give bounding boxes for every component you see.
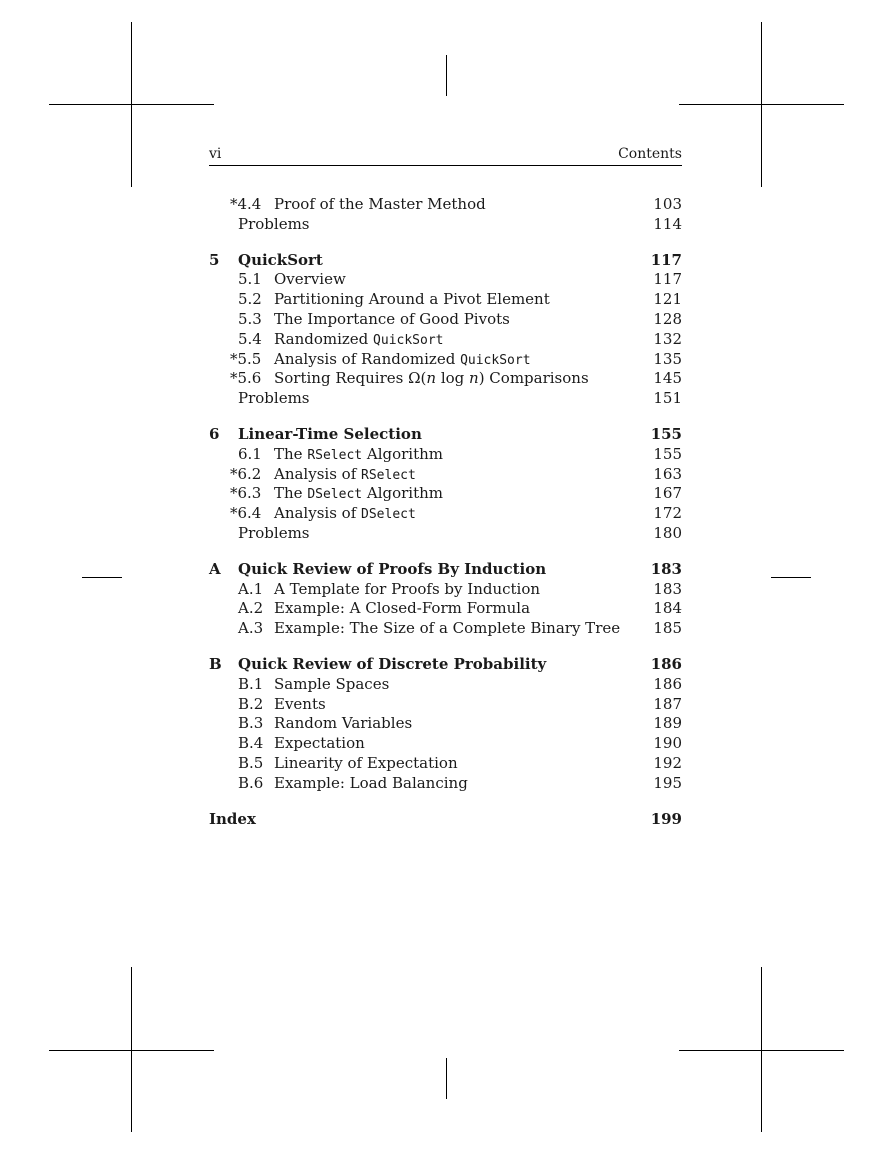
running-head [209, 146, 682, 166]
page-ref: 172 [653, 504, 682, 523]
section-number: 5.1 [238, 270, 262, 289]
page-ref: 183 [650, 559, 682, 578]
page-ref: 184 [653, 599, 682, 618]
section-number: B.1 [238, 674, 264, 693]
problems-title: Problems [238, 214, 310, 233]
page-ref: 132 [653, 329, 682, 348]
section-title: A Template for Proofs by Induction [274, 579, 541, 598]
toc-section-row [209, 675, 682, 695]
crop-mark [771, 577, 811, 578]
section-number: 5.2 [238, 290, 262, 309]
section-number: *5.5 [230, 349, 262, 368]
toc-section-row [209, 774, 682, 794]
code-name: DSelect [307, 487, 363, 503]
toc-chapter-row [209, 251, 682, 271]
section-number: A.3 [238, 619, 264, 638]
section-number: *6.4 [230, 504, 262, 523]
section-title: Events [274, 694, 326, 713]
page-ref: 145 [653, 369, 682, 388]
toc-chapter-row [209, 425, 682, 445]
section-number: 5.4 [238, 329, 262, 348]
section-number: 5.3 [238, 309, 262, 328]
page-ref: 103 [653, 195, 682, 213]
toc-section-row [209, 504, 682, 524]
chapter-title: QuickSort [238, 250, 323, 269]
table-of-contents [209, 195, 682, 829]
section-number: B.5 [238, 753, 264, 772]
toc-section-row [209, 580, 682, 600]
page-ref: 187 [653, 694, 682, 713]
page-ref: 135 [653, 349, 682, 368]
toc-spacer [209, 409, 682, 425]
page-ref: 155 [653, 444, 682, 463]
section-number: B.3 [238, 714, 264, 733]
toc-chapter-row [209, 560, 682, 580]
chapter-title: Quick Review of Discrete Probability [238, 654, 547, 673]
page-ref: 180 [653, 523, 682, 542]
toc-section-row [209, 465, 682, 485]
chapter-title: Quick Review of Proofs By Induction [238, 559, 547, 578]
crop-mark [446, 1058, 447, 1099]
toc-problems-row [209, 389, 682, 409]
toc-spacer [209, 794, 682, 810]
crop-mark [761, 22, 762, 187]
page-ref: 167 [653, 484, 682, 503]
section-number: A.1 [238, 579, 264, 598]
section-title: Analysis of Randomized QuickSort [274, 349, 531, 368]
problems-title: Problems [238, 389, 310, 408]
toc-section-row [209, 619, 682, 639]
toc-section-row [209, 714, 682, 734]
page-ref: 117 [650, 250, 682, 269]
page-ref: 128 [653, 309, 682, 328]
page-ref: 163 [653, 464, 682, 483]
toc-section-row [209, 754, 682, 774]
section-title: The DSelect Algorithm [274, 484, 444, 503]
page-ref: 189 [653, 714, 682, 733]
section-number: *5.6 [230, 369, 262, 388]
toc-section-row [209, 734, 682, 754]
section-number: A.2 [238, 599, 264, 618]
page-ref: 183 [653, 579, 682, 598]
toc-section-row [209, 369, 682, 389]
crop-mark [131, 22, 132, 187]
page-ref: 186 [650, 654, 682, 673]
running-title: Contents [618, 146, 682, 162]
section-title: Sample Spaces [274, 674, 390, 693]
page-ref: 185 [653, 619, 682, 638]
crop-mark [446, 55, 447, 96]
section-title: Partitioning Around a Pivot Element [274, 290, 550, 309]
toc-spacer [209, 544, 682, 560]
section-title: The RSelect Algorithm [274, 444, 444, 463]
section-title: Proof of the Master Method [274, 195, 486, 213]
page-ref: 186 [653, 674, 682, 693]
index-title: Index [209, 809, 256, 828]
section-number: 6.1 [238, 444, 262, 463]
chapter-title: Linear-Time Selection [238, 424, 422, 443]
toc-section-row [209, 310, 682, 330]
math-variable: n [426, 369, 437, 388]
page-ref: 114 [653, 214, 682, 233]
toc-chapter-row [209, 655, 682, 675]
section-title: Example: Load Balancing [274, 773, 468, 792]
toc-section-row [209, 350, 682, 370]
toc-section-row [209, 599, 682, 619]
chapter-number: A [209, 559, 221, 578]
page-ref: 199 [650, 809, 682, 828]
page-number: vi [209, 146, 222, 162]
toc-section-row [209, 330, 682, 350]
crop-mark [131, 967, 132, 1132]
page-ref: 195 [653, 773, 682, 792]
toc-problems-row [209, 215, 682, 235]
math-variable: n [469, 369, 479, 388]
code-name: DSelect [361, 507, 416, 523]
toc-section-row [209, 484, 682, 504]
section-number: *6.3 [230, 484, 262, 503]
section-title: The Importance of Good Pivots [274, 309, 510, 328]
toc-problems-row [209, 524, 682, 544]
crop-mark [761, 967, 762, 1132]
toc-index-row [209, 810, 682, 830]
code-name: QuickSort [460, 352, 531, 368]
toc-section-row [209, 195, 682, 215]
section-title: Sorting Requires Ω(n log n) Comparisons [274, 369, 589, 388]
problems-title: Problems [238, 523, 310, 542]
section-title: Randomized QuickSort [274, 329, 444, 348]
section-number: B.6 [238, 773, 264, 792]
toc-spacer [209, 235, 682, 251]
section-title: Analysis of RSelect [274, 464, 416, 483]
page-ref: 151 [653, 389, 682, 408]
toc-spacer [209, 639, 682, 655]
chapter-number: 6 [209, 424, 220, 443]
section-title: Overview [274, 270, 346, 289]
section-number: B.2 [238, 694, 264, 713]
page-ref: 121 [653, 290, 682, 309]
toc-section-row [209, 290, 682, 310]
code-name: RSelect [307, 447, 363, 463]
section-title: Example: A Closed-Form Formula [274, 599, 531, 618]
section-title: Example: The Size of a Complete Binary Tree [274, 619, 621, 638]
section-title: Analysis of DSelect [274, 504, 416, 523]
section-title: Linearity of Expectation [274, 753, 458, 772]
page-ref: 155 [650, 424, 682, 443]
toc-section-row [209, 695, 682, 715]
section-title: Random Variables [274, 714, 413, 733]
section-title: Expectation [274, 734, 365, 753]
page-ref: 117 [653, 270, 682, 289]
section-number: *6.2 [230, 464, 262, 483]
chapter-number: B [209, 654, 222, 673]
page-ref: 192 [653, 753, 682, 772]
toc-section-row [209, 445, 682, 465]
toc-section-row [209, 270, 682, 290]
page-ref: 190 [653, 734, 682, 753]
section-number: *4.4 [230, 195, 262, 213]
code-name: QuickSort [373, 332, 444, 348]
chapter-number: 5 [209, 250, 220, 269]
code-name: RSelect [361, 467, 416, 483]
section-number: B.4 [238, 734, 264, 753]
crop-mark [82, 577, 122, 578]
